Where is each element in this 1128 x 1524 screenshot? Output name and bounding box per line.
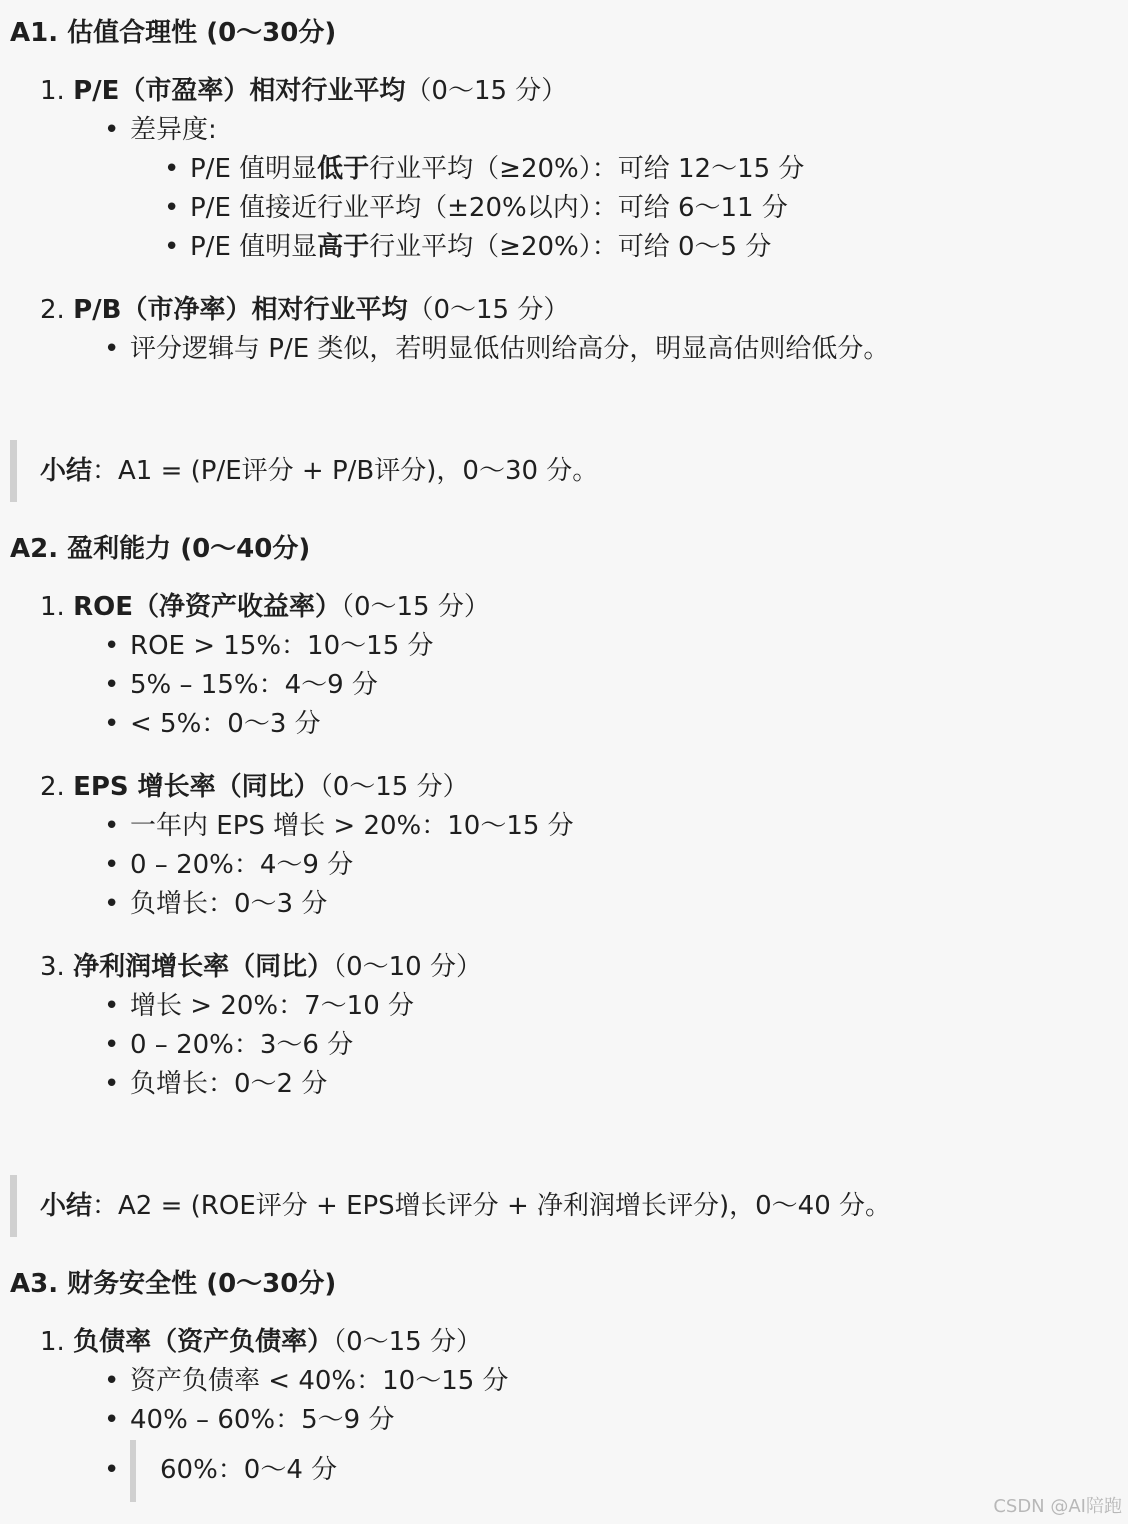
list-item: • 一年内 EPS 增长 > 20%：10～15 分 [104, 811, 574, 841]
list-item: • 40% – 60%：5～9 分 [104, 1405, 395, 1435]
list-item: • P/E 值明显低于行业平均（≥20%）：可给 12～15 分 [164, 154, 805, 184]
bullet-text: 40% – 60%：5～9 分 [130, 1405, 395, 1435]
list-item: • 资产负债率 < 40%：10～15 分 [104, 1366, 509, 1396]
section-a2-title: A2. 盈利能力 (0～40分) [10, 534, 311, 564]
bullet-text: 0 – 20%：4～9 分 [130, 850, 354, 880]
list-item: • ROE > 15%：10～15 分 [104, 631, 434, 661]
item-title: 负债率（资产负债率） [73, 1327, 334, 1357]
summary-text: ：A2 = (ROE评分 + EPS增长评分 + 净利润增长评分)，0～40 分。 [92, 1191, 892, 1221]
list-item: • 增长 > 20%：7～10 分 [104, 991, 414, 1021]
bullet-text: 行业平均（≥20%）：可给 12～15 分 [369, 154, 805, 184]
summary-text: ：A1 = (P/E评分 + P/B评分)，0～30 分。 [92, 456, 599, 486]
list-number: 1. [40, 592, 65, 622]
item-score: （0～15 分） [407, 295, 570, 325]
list-item: • 60%：0～4 分 [104, 1455, 338, 1485]
list-number: 2. [40, 295, 65, 325]
bullet-bold: 高于 [317, 232, 370, 262]
bullet-text: 负增长：0～2 分 [130, 1069, 328, 1099]
bullet-text: < 5%：0～3 分 [130, 709, 321, 739]
a1-item-pb [40, 293, 569, 327]
item-score: （0～15 分） [340, 592, 490, 622]
bullet-text: 资产负债率 < 40%：10～15 分 [130, 1366, 509, 1396]
a2-summary [40, 1189, 891, 1223]
bullet-text: 一年内 EPS 增长 > 20%：10～15 分 [130, 811, 574, 841]
a2-item-eps [40, 770, 469, 804]
item-score: （0～15 分） [319, 772, 469, 802]
bullet-text: 5% – 15%：4～9 分 [130, 670, 378, 700]
item-title: 净利润增长率（同比） [73, 952, 334, 982]
list-number: 1. [40, 1327, 65, 1357]
list-item: • P/E 值明显高于行业平均（≥20%）：可给 0～5 分 [164, 232, 772, 262]
list-number: 1. [40, 76, 65, 106]
item-title: ROE（净资产收益率） [73, 592, 341, 622]
item-score: （0～15 分） [333, 1327, 482, 1357]
list-item: • 0 – 20%：3～6 分 [104, 1030, 354, 1060]
item-score: （0～10 分） [333, 952, 482, 982]
item-title: EPS 增长率（同比） [73, 772, 320, 802]
a1-item-pe [40, 74, 567, 108]
section-a1-title: A1. 估值合理性 (0～30分) [10, 18, 337, 48]
list-item: • 负增长：0～2 分 [104, 1069, 328, 1099]
list-item: • 评分逻辑与 P/E 类似，若明显低估则给高分，明显高估则给低分。 [104, 334, 890, 364]
bullet-text: 负增长：0～3 分 [130, 889, 328, 919]
blockquote-bar [10, 1175, 17, 1237]
bullet-text: 60%：0～4 分 [160, 1455, 338, 1485]
bullet-text: P/E 值明显 [190, 154, 318, 184]
a3-item-debt [40, 1325, 482, 1359]
bullet-bold: 低于 [317, 154, 370, 184]
summary-label: 小结 [40, 456, 93, 486]
item-title: P/E（市盈率）相对行业平均 [73, 76, 406, 106]
watermark: CSDN @AI陪跑 [993, 1496, 1122, 1517]
list-item: • < 5%：0～3 分 [104, 709, 321, 739]
item-score: （0～15 分） [405, 76, 568, 106]
list-number: 3. [40, 952, 65, 982]
bullet-text: ROE > 15%：10～15 分 [130, 631, 434, 661]
a2-item-netprofit [40, 950, 482, 984]
item-title: P/B（市净率）相对行业平均 [73, 295, 408, 325]
list-item: • 差异度: [104, 115, 217, 145]
list-item: • 负增长：0～3 分 [104, 889, 328, 919]
bullet-text: P/E 值明显 [190, 232, 318, 262]
bullet-text: 增长 > 20%：7～10 分 [130, 991, 414, 1021]
bullet-text: 差异度: [130, 115, 217, 145]
list-number: 2. [40, 772, 65, 802]
summary-label: 小结 [40, 1191, 93, 1221]
bullet-text: 行业平均（≥20%）：可给 0～5 分 [369, 232, 772, 262]
a2-item-roe [40, 590, 490, 624]
blockquote-bar [10, 440, 17, 502]
list-item: • 0 – 20%：4～9 分 [104, 850, 354, 880]
bullet-text: 0 – 20%：3～6 分 [130, 1030, 354, 1060]
list-item: • 5% – 15%：4～9 分 [104, 670, 378, 700]
bullet-text: P/E 值接近行业平均（±20%以内）：可给 6～11 分 [190, 193, 788, 223]
section-a3-title: A3. 财务安全性 (0～30分) [10, 1269, 337, 1299]
bullet-text: 评分逻辑与 P/E 类似，若明显低估则给高分，明显高估则给低分。 [130, 334, 890, 364]
list-item: • P/E 值接近行业平均（±20%以内）：可给 6～11 分 [164, 193, 788, 223]
a1-summary [40, 454, 598, 488]
